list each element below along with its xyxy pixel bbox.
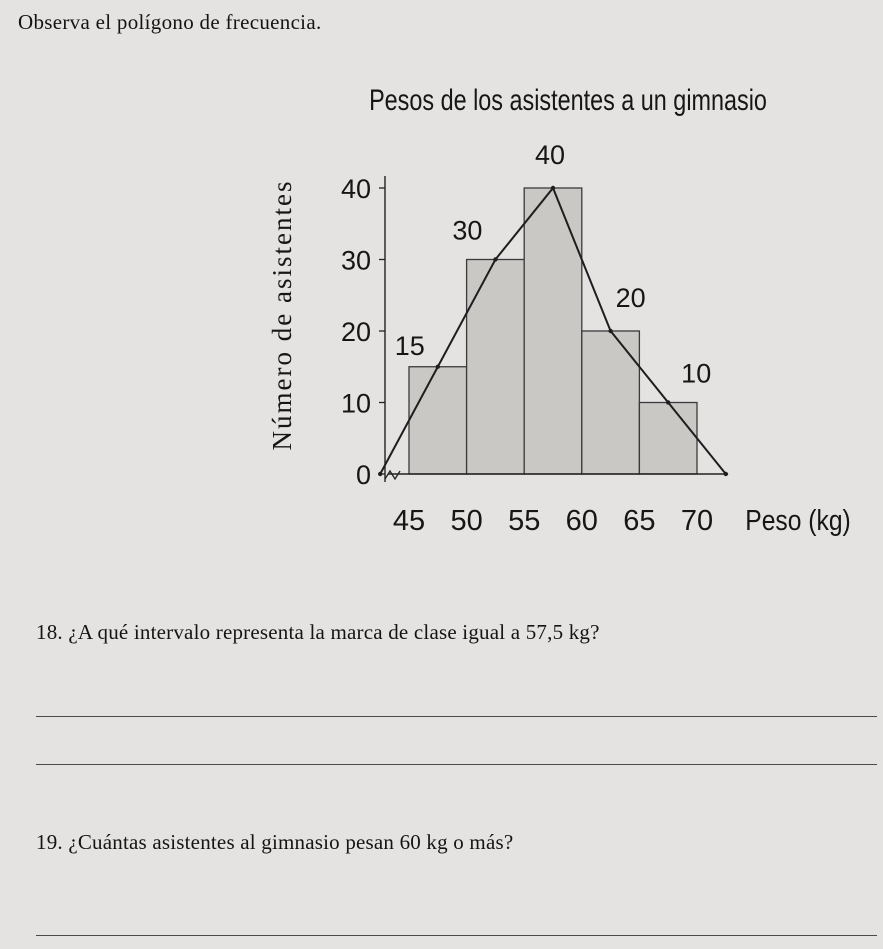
histogram-bar (467, 260, 525, 475)
histogram-bar (639, 403, 697, 475)
x-tick-label: 50 (450, 505, 483, 537)
question-19 (36, 830, 513, 855)
polygon-point (436, 365, 440, 369)
x-tick-label: 55 (508, 505, 541, 537)
answer-line-19-a[interactable] (36, 935, 877, 936)
x-tick-label: 65 (623, 505, 656, 537)
histogram-bar (524, 188, 582, 474)
y-tick-label: 30 (340, 245, 371, 276)
data-label: 15 (394, 330, 425, 361)
question-18-number: 18. (36, 620, 63, 644)
polygon-point (551, 186, 555, 190)
answer-line-18-b[interactable] (36, 764, 877, 765)
data-label: 30 (452, 215, 483, 246)
histogram-bar (409, 367, 467, 474)
y-tick-label: 10 (340, 388, 371, 419)
data-label: 10 (681, 358, 712, 389)
polygon-point (378, 472, 382, 476)
question-18-text: ¿A qué intervalo representa la marca de clase igual a 57,5 kg? (68, 620, 600, 644)
chart-title: Pesos de los asistentes a un gimnasio (369, 83, 767, 117)
data-label: 20 (615, 283, 646, 313)
answer-line-18-a[interactable] (36, 716, 877, 717)
polygon-point (666, 400, 670, 404)
y-tick-label: 20 (340, 317, 371, 347)
x-tick-label: 45 (392, 505, 426, 537)
y-tick-label: 0 (355, 460, 371, 490)
polygon-point (608, 329, 612, 333)
y-tick-label: 40 (340, 174, 371, 204)
question-18 (36, 620, 600, 645)
y-axis-label: Número de asistentes (267, 179, 297, 451)
instruction-text: Observa el polígono de frecuencia. (18, 10, 322, 34)
polygon-point (724, 472, 728, 476)
x-tick-label: 70 (680, 505, 714, 537)
data-label: 40 (534, 140, 566, 170)
polygon-point (493, 257, 497, 261)
x-axis-label: Peso (kg) (745, 504, 851, 537)
question-19-number: 19. (36, 830, 63, 854)
axis-break-mark (385, 471, 400, 479)
x-tick-label: 60 (565, 505, 598, 537)
histogram-bar (582, 331, 640, 474)
question-19-text: ¿Cuántas asistentes al gimnasio pesan 60 kg o más? (68, 830, 514, 854)
